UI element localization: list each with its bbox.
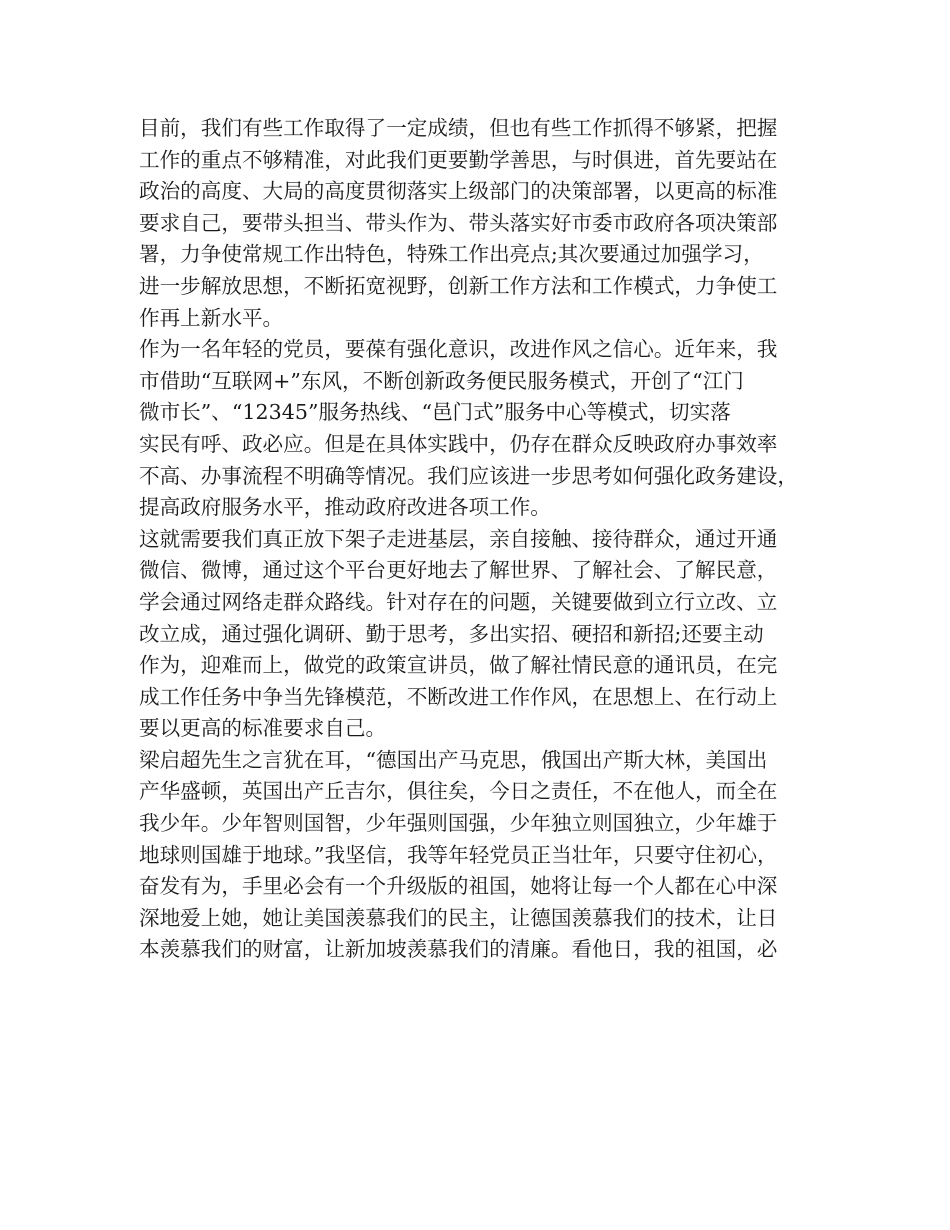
text-line: 目前，我们有些工作取得了一定成绩，但也有些工作抓得不够紧，把握 (139, 116, 778, 140)
text-line: 进一步解放思想，不断拓宽视野，创新工作方法和工作模式，力争使工 (139, 273, 778, 298)
text-line: 我少年。少年智则国智，少年强则国强，少年独立则国独立，少年雄于 (139, 811, 778, 836)
text-line: 梁启超先生之言犹在耳，“德国出产马克思，俄国出产斯大林，美国出 (139, 747, 768, 772)
text-line: 要求自己，要带头担当、带头作为、带头落实好市委市政府各项决策部 (139, 210, 778, 235)
text-line: 产华盛顿，英国出产丘吉尔，俱往矣，今日之责任，不在他人，而全在 (139, 779, 778, 804)
text-line: 署，力争使常规工作出特色，特殊工作出亮点;其次要通过加强学习， (139, 242, 764, 267)
text-line: 要以更高的标准要求自己。 (139, 716, 387, 741)
text-line: 工作的重点不够精准，对此我们更要勤学善思，与时俱进，首先要站在 (139, 147, 778, 172)
text-line: 学会通过网络走群众路线。针对存在的问题，关键要做到立行立改、立 (139, 589, 778, 614)
text-line: 本羡慕我们的财富，让新加坡羡慕我们的清廉。看他日，我的祖国，必 (139, 937, 778, 962)
text-line: 深地爱上她，她让美国羡慕我们的民主，让德国羡慕我们的技术，让日 (139, 905, 778, 930)
paragraph (139, 745, 829, 966)
paragraph (139, 113, 829, 334)
text-line: 微市长”、“12345”服务热线、“邑门式”服务中心等模式，切实落 (139, 400, 731, 425)
paragraph (139, 524, 829, 745)
text-line: 作为，迎难而上，做党的政策宣讲员，做了解社情民意的通讯员，在完 (139, 653, 778, 678)
text-line: 地球则国雄于地球。”我坚信，我等年轻党员正当壮年，只要守住初心， (139, 842, 778, 867)
text-line: 作为一名年轻的党员，要葆有强化意识，改进作风之信心。近年来，我 (139, 337, 778, 362)
text-line: 这就需要我们真正放下架子走进基层，亲自接触、接待群众，通过开通 (139, 526, 778, 551)
paragraph (139, 334, 829, 524)
text-line: 提高政府服务水平，推动政府改进各项工作。 (139, 495, 551, 520)
document-body (139, 113, 829, 966)
text-line: 成工作任务中争当先锋模范，不断改进工作作风，在思想上、在行动上 (139, 684, 778, 709)
text-line: 不高、办事流程不明确等情况。我们应该进一步思考如何强化政务建设， (139, 463, 798, 488)
text-line: 政治的高度、大局的高度贯彻落实上级部门的决策部署，以更高的标准 (139, 179, 778, 204)
text-line: 作再上新水平。 (139, 305, 284, 330)
text-line: 市借助“互联网+”东风，不断创新政务便民服务模式，开创了“江门 (139, 368, 744, 393)
text-line: 改立成，通过强化调研、勤于思考，多出实招、硬招和新招;还要主动 (139, 621, 764, 646)
text-line: 奋发有为，手里必会有一个升级版的祖国，她将让每一个人都在心中深 (139, 874, 778, 899)
text-line: 实民有呼、政必应。但是在具体实践中，仍存在群众反映政府办事效率 (139, 431, 778, 456)
text-line: 微信、微博，通过这个平台更好地去了解世界、了解社会、了解民意， (139, 558, 778, 583)
